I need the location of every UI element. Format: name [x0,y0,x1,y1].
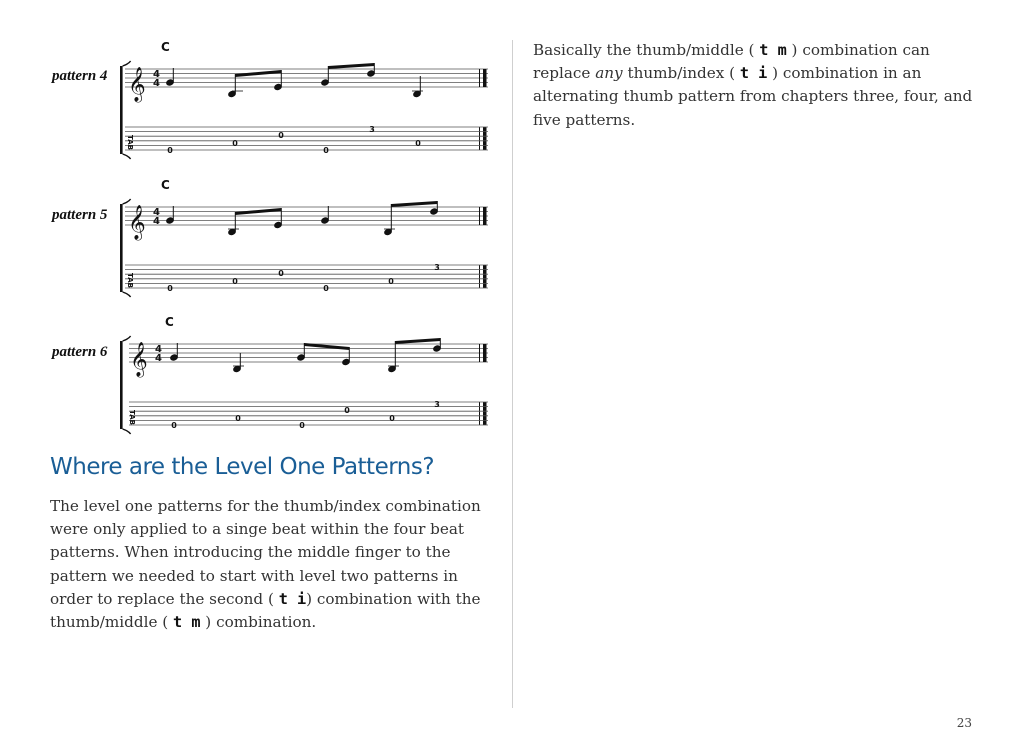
time-sig-bottom: 4 [153,216,160,227]
right-column-paragraph [533,39,983,132]
tab-frets [167,263,440,293]
staff-and-tab [115,60,495,185]
tab-fret: 0 [278,269,284,278]
tab-clef: TAB [126,135,134,150]
time-signature [153,207,160,227]
code-tm: t m [173,613,201,632]
tab-fret: 0 [171,421,177,430]
chord-symbol: C [161,178,170,192]
tab-fret: 0 [167,284,173,293]
pattern-label: pattern 4 [52,68,108,84]
tab-clef: TAB [126,273,134,288]
notes [170,338,441,373]
tab-fret: 0 [389,414,395,423]
time-signature [153,69,160,89]
final-barline [479,69,487,150]
tab-fret: 0 [323,284,329,293]
tab-lines [125,127,488,150]
time-sig-bottom: 4 [155,353,162,364]
staff-and-tab [115,198,495,323]
emphasis-any: any [595,64,623,83]
notes [166,63,423,98]
tab-fret: 0 [232,139,238,148]
paragraph-text: ) combination can replace [533,41,930,83]
pattern-4-notation [0,35,500,155]
tab-fret: 0 [323,146,329,155]
paragraph-text: The level one patterns for the thumb/index combination were only applied to a singe beat within the four beat patterns. When introducing the middle finger to the pattern we needed to start with level two patterns in order to replace the second ( [50,497,481,608]
tab-fret: 0 [344,406,350,415]
tab-clef: TAB [128,410,136,425]
treble-clef-icon: 𝄞 [130,342,148,377]
time-sig-bottom: 4 [153,78,160,89]
paragraph-text: ) combination in an alternating thumb pattern from chapters three, four, and five patterns. [533,64,973,129]
tab-frets [167,125,421,155]
tab-fret: 0 [235,414,241,423]
column-divider [512,40,513,708]
notes [166,201,438,236]
section-heading: Where are the Level One Patterns? [50,454,435,480]
code-tm: t m [759,41,787,59]
pattern-6-notation [0,310,500,430]
tab-fret: 3 [434,400,440,409]
time-sig-top: 4 [153,207,160,218]
time-sig-top: 4 [153,69,160,80]
tab-fret: 0 [388,277,394,286]
final-barline [479,207,487,288]
pattern-label: pattern 6 [52,344,108,360]
tab-frets [171,400,440,430]
treble-clef-icon: 𝄞 [128,205,146,240]
pattern-label: pattern 5 [52,207,108,223]
code-ti: t i [739,64,768,83]
page-number: 23 [956,716,972,730]
tab-fret: 3 [369,125,375,134]
final-barline [479,344,487,425]
section-paragraph [50,495,500,634]
paragraph-text: ) combination. [200,613,317,632]
code-ti: t i [278,589,307,608]
tab-fret: 0 [415,139,421,148]
chord-symbol: C [165,315,174,329]
paragraph-text: Basically the thumb/middle ( [533,41,760,59]
paragraph-text: thumb/index ( [622,64,740,83]
paragraph-text: ) combination with the thumb/middle ( [50,589,481,632]
tab-fret: 3 [434,263,440,272]
tab-fret: 0 [278,131,284,140]
tab-fret: 0 [299,421,305,430]
time-sig-top: 4 [155,344,162,355]
chord-symbol: C [161,40,170,54]
time-signature [155,344,162,364]
staff-and-tab [115,335,495,460]
pattern-5-notation [0,173,500,293]
tab-fret: 0 [167,146,173,155]
tab-fret: 0 [232,277,238,286]
treble-clef-icon: 𝄞 [128,67,146,102]
treble-staff-lines [125,69,488,87]
